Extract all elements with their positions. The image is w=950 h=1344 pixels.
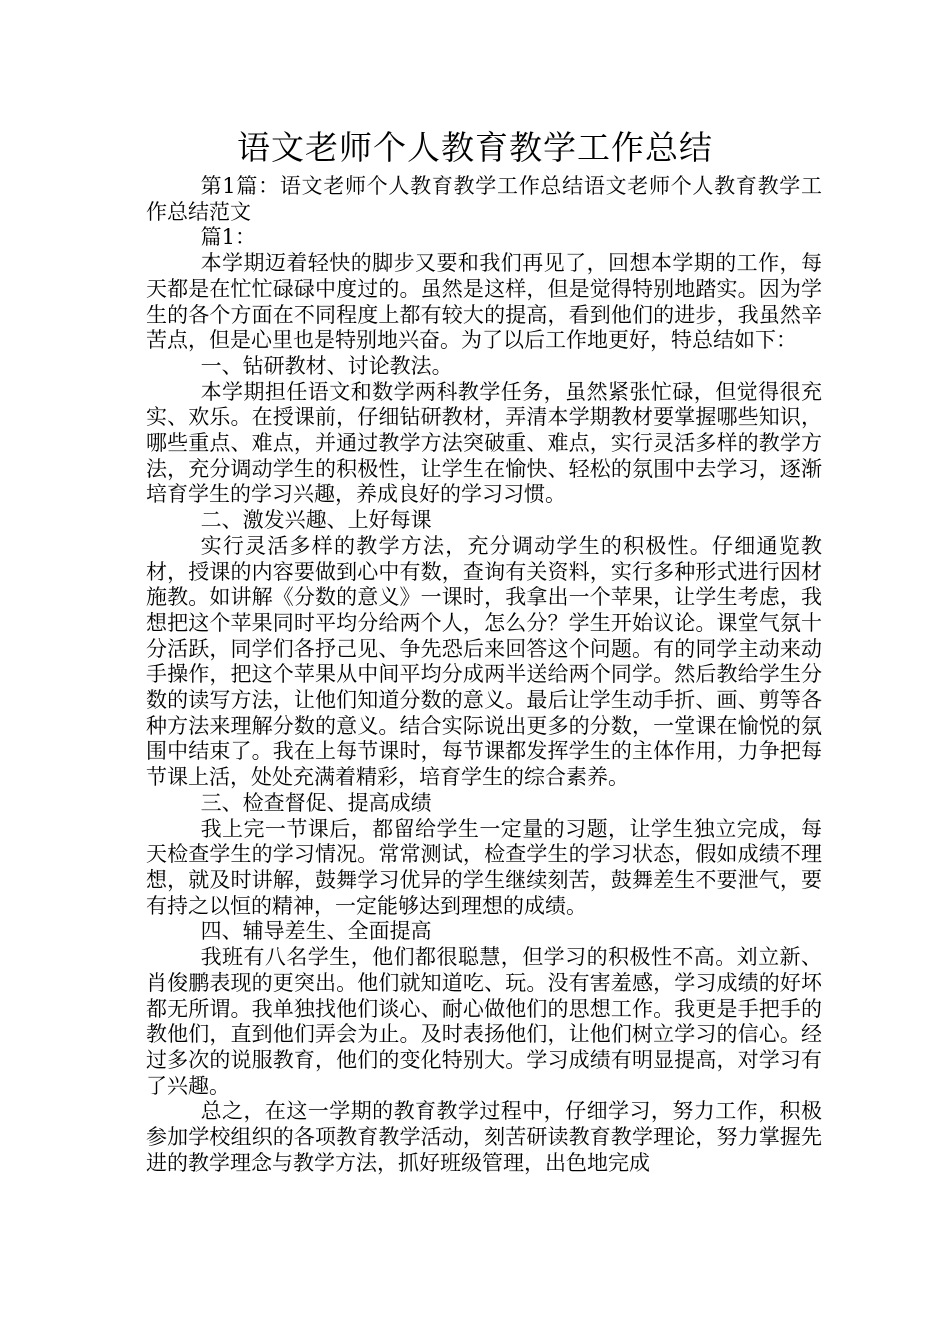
paragraph-section-4: 我班有八名学生，他们都很聪慧，但学习的积极性不高。刘立新、肖俊鹏表现的更突出。他们就知道吃、玩。没有害羞感，学习成绩的好坏都无所谓。我单独找他们谈心、耐心做他们的思想工作。我更是手把手的教他们，直到他们弄会为止。及时表扬他们，让他们树立学习的信心。经过多次的说服教育，他们的变化特别大。学习成绩有明显提高，对学习有了兴趣。 bbox=[146, 945, 822, 1098]
paragraph-section-3: 我上完一节课后，都留给学生一定量的习题，让学生独立完成，每天检查学生的学习情况。常常测试，检查学生的学习状态，假如成绩不理想，就及时讲解，鼓舞学习优异的学生继续刻苦，鼓舞差生不要泄气，要有持之以恒的精神，一定能够达到理想的成绩。 bbox=[146, 816, 822, 918]
paragraph-header: 第1篇：语文老师个人教育教学工作总结语文老师个人教育教学工作总结范文 bbox=[146, 174, 822, 224]
paragraph-subheader: 篇1： bbox=[200, 225, 256, 250]
section-heading-1: 一、钻研教材、讨论教法。 bbox=[200, 353, 453, 378]
section-heading-3: 三、检查督促、提高成绩 bbox=[200, 790, 432, 815]
paragraph-section-1: 本学期担任语文和数学两科教学任务，虽然紧张忙碌，但觉得很充实、欢乐。在授课前，仔细钻研教材，弄清本学期教材要掌握哪些知识，哪些重点、难点，并通过教学方法突破重、难点，实行灵活多样的教学方法，充分调动学生的积极性，让学生在愉快、轻松的氛围中去学习，逐渐培育学生的学习兴趣，养成良好的学习习惯。 bbox=[146, 379, 822, 507]
paragraph-intro: 本学期迈着轻快的脚步又要和我们再见了，回想本学期的工作，每天都是在忙忙碌碌中度过的。虽然是这样，但是觉得特别地踏实。因为学生的各个方面在不同程度上都有较大的提高，看到他们的进步，我虽然辛苦点，但是心里也是特别地兴奋。为了以后工作地更好，特总结如下： bbox=[146, 251, 822, 353]
section-heading-2: 二、激发兴趣、上好每课 bbox=[200, 508, 432, 533]
document-body bbox=[146, 174, 822, 1176]
paragraph-section-2: 实行灵活多样的教学方法，充分调动学生的积极性。仔细通览教材，授课的内容要做到心中有数，查询有关资料，实行多种形式进行因材施教。如讲解《分数的意义》一课时，我拿出一个苹果，让学生考虑，我想把这个苹果同时平均分给两个人，怎么分？学生开始议论。课堂气氛十分活跃，同学们各抒己见、争先恐后来回答这个问题。有的同学主动来动手操作，把这个苹果从中间平均分成两半送给两个同学。然后教给学生分数的读写方法，让他们知道分数的意义。最后让学生动手折、画、剪等各种方法来理解分数的意义。结合实际说出更多的分数，一堂课在愉悦的氛围中结束了。我在上每节课时，每节课都发挥学生的主体作用，力争把每节课上活，处处充满着精彩，培育学生的综合素养。 bbox=[146, 533, 822, 790]
section-heading-4: 四、辅导差生、全面提高 bbox=[200, 919, 432, 944]
document-title: 语文老师个人教育教学工作总结 bbox=[237, 128, 713, 167]
paragraph-conclusion: 总之，在这一学期的教育教学过程中，仔细学习，努力工作，积极参加学校组织的各项教育教学活动，刻苦研读教育教学理论，努力掌握先进的教学理念与教学方法，抓好班级管理，出色地完成 bbox=[146, 1099, 822, 1175]
